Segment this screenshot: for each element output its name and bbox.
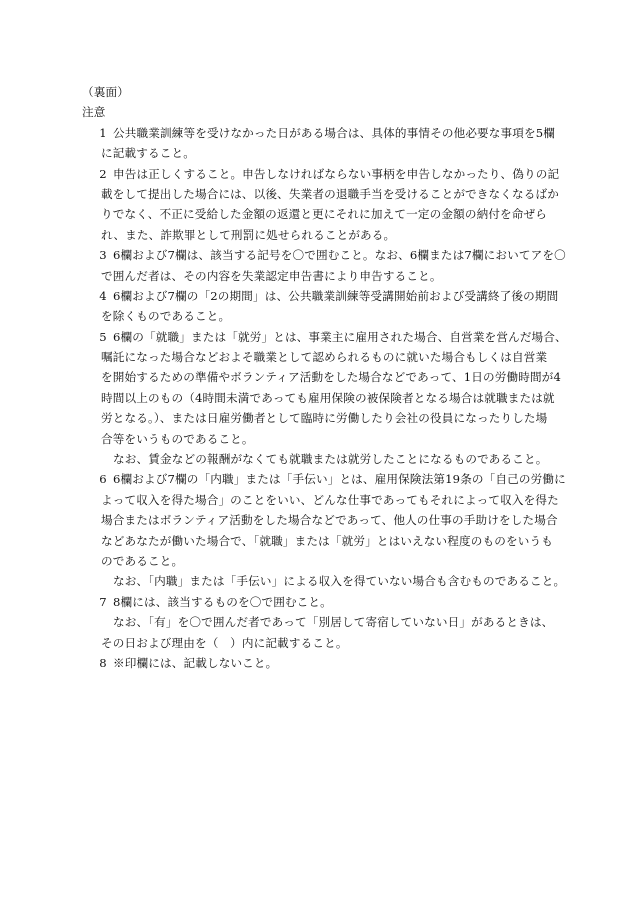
note-2-line-3: りでなく、不正に受給した金額の返還と更にそれに加えて一定の金額の納付を命ぜら	[101, 207, 548, 222]
note-7-extra-2: その日および理由を（ ）内に記載すること。	[101, 635, 348, 650]
note-5-line-5: 労となる。）、または日雇労働者として臨時に労働したり会社の役員になったりした場	[101, 411, 548, 426]
notes-section	[82, 82, 567, 673]
note-6-line-4: などあなたが働いた場合で、「就職」または「就労」とはいえない程度のものをいうも	[101, 533, 553, 548]
note-6-line-5: のであること。	[101, 553, 184, 568]
note-2-line-4: れ、また、詐欺罪として刑罰に処せられることがある。	[101, 227, 396, 242]
note-8-line-1: 8 ※印欄には、記載しないこと。	[93, 653, 560, 673]
note-5-number: 5	[99, 329, 107, 344]
note-1-line-1: 1 公共職業訓練等を受けなかった日がある場合は、具体的事情その他必要な事項を5欄	[93, 123, 560, 143]
note-5-line-2: 嘱託になった場合などおよそ職業として認められるものに就いた場合もしくは自営業	[101, 350, 548, 365]
notes-heading: 注意	[82, 105, 106, 120]
note-1-number: 1	[99, 125, 107, 140]
note-2-number: 2	[99, 166, 107, 181]
note-3-line-1: 3 6欄および7欄は、該当する記号を〇で囲むこと。なお、6欄または7欄においてアを〇	[93, 245, 560, 265]
note-4-number: 4	[99, 288, 107, 303]
note-4-line-1: 4 6欄および7欄の「2の期間」は、公共職業訓練等受講開始前および受講終了後の期間	[93, 286, 560, 306]
note-5-line-6: 合等をいうものであること。	[101, 431, 254, 446]
note-6-line-1: 6 6欄および7欄の「内職」または「手伝い」とは、雇用保険法第19条の「自己の労働に	[93, 469, 560, 489]
note-4-line-2: を除くものであること。	[101, 309, 231, 324]
note-5-line-4: 時間以上のもの（4時間未満であっても雇用保険の被保険者となる場合は就職または就	[101, 390, 555, 405]
note-6-number: 6	[99, 472, 107, 487]
note-5-extra: なお、賃金などの報酬がなくても就職または就労したことになるものであること。	[113, 452, 548, 467]
side-label: （裏面）	[82, 85, 129, 99]
note-6-line-2: よって収入を得た場合」のことをいい、どんな仕事であってもそれによって収入を得た	[101, 492, 559, 507]
note-7-extra: なお、「有」を〇で囲んだ者であって「別居して寄宿していない日」があるときは、	[113, 615, 554, 630]
note-2-line-2: 載をして提出した場合には、以後、失業者の退職手当を受けることができなくなるばか	[101, 186, 560, 201]
note-3-line-2: で囲んだ者は、その内容を失業認定申告書により申告すること。	[101, 268, 442, 283]
note-7-number: 7	[99, 594, 107, 609]
note-5-line-3: を開始するための準備やボランティア活動をした場合などであって、1日の労働時間が4	[101, 370, 562, 385]
note-1-line-2: に記載すること。	[101, 146, 195, 161]
note-2-line-1: 2 申告は正しくすること。申告しなければならない事柄を申告しなかったり、偽りの記	[93, 164, 560, 184]
note-5-line-1: 5 6欄の「就職」または「就労」とは、事業主に雇用された場合、自営業を営んだ場合、	[93, 327, 560, 347]
note-6-extra: なお、「内職」または「手伝い」による収入を得ていない場合も含むものであること。	[113, 574, 566, 589]
note-8-number: 8	[99, 655, 107, 670]
note-6-line-3: 場合またはボランティア活動をした場合などであって、他人の仕事の手助けをした場合	[101, 513, 558, 528]
note-7-line-1: 7 8欄には、該当するものを〇で囲むこと。	[93, 592, 560, 612]
note-3-number: 3	[99, 248, 107, 263]
